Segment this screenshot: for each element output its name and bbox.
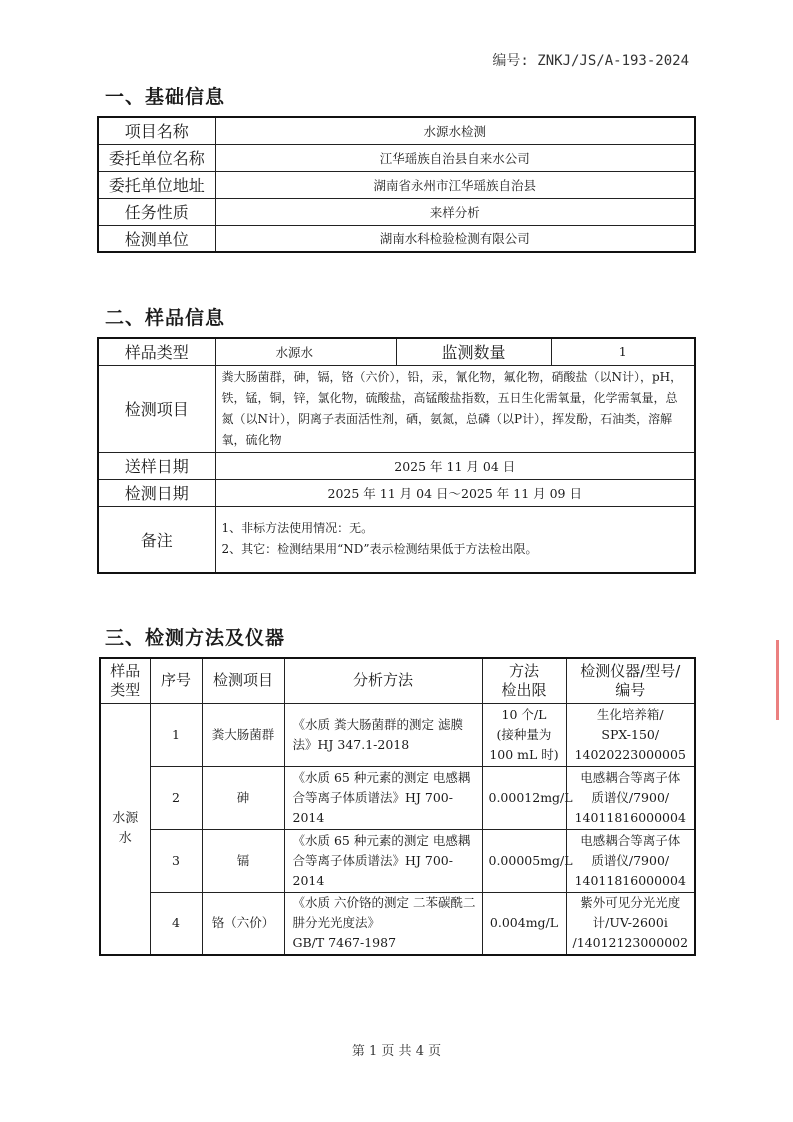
table-row (98, 225, 695, 252)
row-no: 2 (150, 766, 202, 829)
row-label: 委托单位名称 (98, 144, 215, 171)
row-label: 任务性质 (98, 198, 215, 225)
count-value: 1 (551, 338, 695, 365)
table-header-row (100, 658, 695, 703)
table-row (98, 144, 695, 171)
row-value: 湖南水科检验检测有限公司 (215, 225, 695, 252)
row-value: 来样分析 (215, 198, 695, 225)
row-limit: 10 个/L (接种量为 100 mL 时) (482, 703, 566, 766)
methods-table (99, 657, 696, 956)
items-label: 检测项目 (98, 365, 215, 452)
header-limit: 方法 检出限 (482, 658, 566, 703)
sample-type-value: 水源水 (215, 338, 396, 365)
table-row (100, 892, 695, 955)
section-methods-title: 三、检测方法及仪器 (105, 627, 286, 649)
test-date-label: 检测日期 (98, 479, 215, 506)
row-label: 项目名称 (98, 117, 215, 144)
header-item: 检测项目 (202, 658, 284, 703)
remark-line-1: 1、非标方法使用情况：无。 (221, 521, 374, 536)
table-row (98, 171, 695, 198)
row-value: 江华瑶族自治县自来水公司 (215, 144, 695, 171)
table-row (98, 479, 695, 506)
header-sample-type: 样品 类型 (100, 658, 150, 703)
row-limit: 0.00005mg/L (482, 829, 566, 892)
row-instrument: 生化培养箱/ SPX-150/ 14020223000005 (566, 703, 695, 766)
section-basic-info-title: 一、基础信息 (105, 86, 226, 108)
row-limit: 0.00012mg/L (482, 766, 566, 829)
row-instrument: 紫外可见分光光度 计/UV-2600i /14012123000002 (566, 892, 695, 955)
row-no: 3 (150, 829, 202, 892)
table-row (98, 365, 695, 452)
row-no: 4 (150, 892, 202, 955)
sample-info-table (97, 337, 696, 574)
row-item: 砷 (202, 766, 284, 829)
table-row (98, 117, 695, 144)
page-footer: 第 1 页 共 4 页 (351, 1044, 442, 1059)
row-item: 粪大肠菌群 (202, 703, 284, 766)
remark-line-2: 2、其它：检测结果用“ND”表示检测结果低于方法检出限。 (221, 542, 538, 557)
row-label: 检测单位 (98, 225, 215, 252)
table-row (98, 506, 695, 573)
remark-value (215, 506, 695, 573)
row-value: 湖南省永州市江华瑶族自治县 (215, 171, 695, 198)
row-method: 《水质 六价铬的测定 二苯碳酰二肼分光光度法》 GB/T 7467-1987 (284, 892, 482, 955)
header-instrument: 检测仪器/型号/ 编号 (566, 658, 695, 703)
table-row (100, 703, 695, 766)
table-row (100, 829, 695, 892)
header-no: 序号 (150, 658, 202, 703)
row-method: 《水质 65 种元素的测定 电感耦合等离子体质谱法》HJ 700-2014 (284, 829, 482, 892)
table-row (98, 198, 695, 225)
row-instrument: 电感耦合等离子体 质谱仪/7900/ 14011816000004 (566, 829, 695, 892)
sample-type-label: 样品类型 (98, 338, 215, 365)
table-row (98, 452, 695, 479)
row-instrument: 电感耦合等离子体 质谱仪/7900/ 14011816000004 (566, 766, 695, 829)
row-label: 委托单位地址 (98, 171, 215, 198)
table-row (100, 766, 695, 829)
send-date-label: 送样日期 (98, 452, 215, 479)
document-number: 编号: ZNKJ/JS/A-193-2024 (492, 53, 689, 69)
remark-label: 备注 (98, 506, 215, 573)
items-value: 粪大肠菌群，砷，镉，铬（六价），铅，汞，氰化物，氟化物，硝酸盐（以N计），pH，铁，锰，铜，锌，氯化物，硫酸盐，高锰酸盐指数，五日生化需氧量，化学需氧量，总氮（以N计），阴离子表面活性剂，硒，氨氮，总磷（以P计），挥发酚，石油类，溶解氧，硫化物 (215, 365, 695, 452)
table-row (98, 338, 695, 365)
row-limit: 0.004mg/L (482, 892, 566, 955)
header-method: 分析方法 (284, 658, 482, 703)
row-method: 《水质 粪大肠菌群的测定 滤膜法》HJ 347.1-2018 (284, 703, 482, 766)
basic-info-table (97, 116, 696, 253)
row-item: 铬（六价） (202, 892, 284, 955)
row-value: 水源水检测 (215, 117, 695, 144)
row-item: 镉 (202, 829, 284, 892)
seal-mark (776, 640, 793, 720)
section-sample-info-title: 二、样品信息 (105, 307, 226, 329)
test-date-value: 2025 年 11 月 04 日～2025 年 11 月 09 日 (215, 479, 695, 506)
row-method: 《水质 65 种元素的测定 电感耦合等离子体质谱法》HJ 700-2014 (284, 766, 482, 829)
sample-type-cell: 水源 水 (100, 703, 150, 955)
row-no: 1 (150, 703, 202, 766)
count-label: 监测数量 (396, 338, 551, 365)
send-date-value: 2025 年 11 月 04 日 (215, 452, 695, 479)
